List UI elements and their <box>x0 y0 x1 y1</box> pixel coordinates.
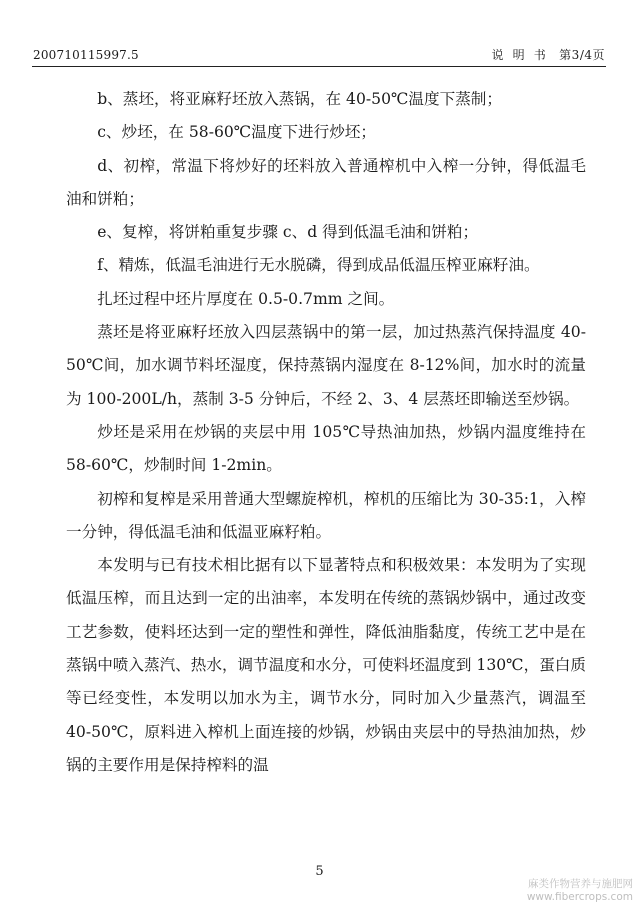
document-header <box>33 46 605 64</box>
step-b-paragraph: b、蒸坯，将亚麻籽坯放入蒸锅，在 40-50℃温度下蒸制； <box>97 90 502 108</box>
section-and-page-label: 说 明 书 第3/4页 <box>491 48 605 62</box>
flaking-thickness-paragraph: 扎坯过程中坯片厚度在 0.5-0.7mm 之间。 <box>97 289 395 308</box>
watermark-site-url: www.fibercrops.com <box>526 891 633 903</box>
step-c-paragraph: c、炒坯，在 58-60℃温度下进行炒坯； <box>97 123 376 142</box>
steaming-paragraph: 蒸坯是将亚麻籽坯放入四层蒸锅中的第一层，加过热蒸汽保持温度 40-50℃间，加水调节料坯湿度，保持蒸锅内湿度在 8-12%间，加水时的流量为 100-200L/h，蒸制 3-5 分钟后，不经 2、3、4 层蒸坯即输送至炒锅。 <box>66 323 586 408</box>
header-divider <box>32 66 606 67</box>
watermark-site-name: 麻类作物营养与施肥网 <box>528 878 633 890</box>
step-e-paragraph: e、复榨，将饼粕重复步骤 c、d 得到低温毛油和饼粕； <box>97 223 479 242</box>
application-number: 200710115997.5 <box>33 48 139 62</box>
document-body <box>66 83 586 782</box>
site-watermark <box>527 878 633 904</box>
roasting-paragraph: 炒坯是采用在炒锅的夹层中用 105℃导热油加热，炒锅内温度维持在 58-60℃，炒制时间 1-2min。 <box>66 422 586 475</box>
page-number: 5 <box>315 864 324 879</box>
advantages-paragraph: 本发明与已有技术相比据有以下显著特点和积极效果：本发明为了实现低温压榨，而且达到一定的出油率，本发明在传统的蒸锅炒锅中，通过改变工艺参数，使料坯达到一定的塑性和弹性，降低油脂黏度，传统工艺中是在蒸锅中喷入蒸汽、热水，调节温度和水分，可使料坯温度到 130℃，蛋白质等已经变性，本发明以加水为主，调节水分，同时加入少量蒸汽，调温至 40-50℃，原料进入榨机上面连接的炒锅，炒锅由夹层中的导热油加热，炒锅的主要作用是保持榨料的温 <box>66 556 586 774</box>
step-d-paragraph: d、初榨，常温下将炒好的坯料放入普通榨机中入榨一分钟，得低温毛油和饼粕； <box>66 156 586 208</box>
pressing-paragraph: 初榨和复榨是采用普通大型螺旋榨机，榨机的压缩比为 30-35:1，入榨一分钟，得低温毛油和低温亚麻籽粕。 <box>66 489 586 541</box>
step-f-paragraph: f、精炼，低温毛油进行无水脱磷，得到成品低温压榨亚麻籽油。 <box>97 256 540 275</box>
